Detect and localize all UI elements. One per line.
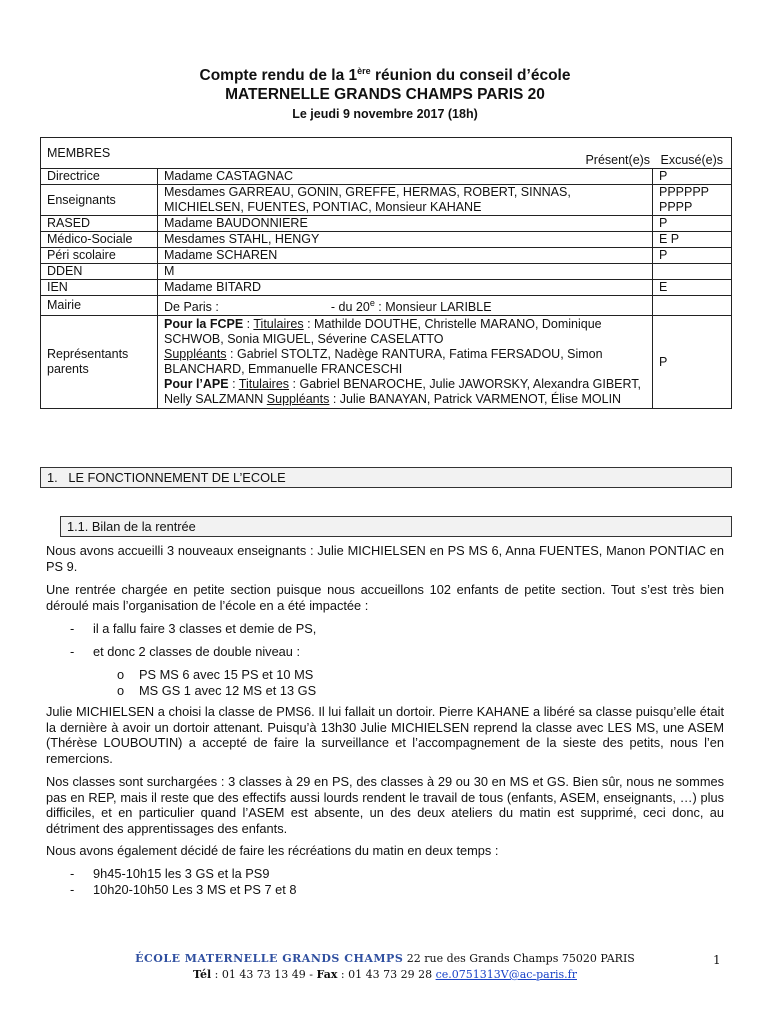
ape-suppleants: : Julie BANAYAN, Patrick VARMENOT, Élise MOLIN: [329, 392, 622, 407]
role-cell: DDEN: [41, 264, 158, 280]
paragraph-5: Nous avons également décidé de faire les récréations du matin en deux temps :: [46, 843, 499, 858]
names-cell: Madame BITARD: [158, 280, 653, 296]
members-header-row: [41, 138, 732, 169]
table-row: [41, 248, 732, 264]
footer-contact: [0, 968, 770, 981]
school-name: ÉCOLE MATERNELLE GRANDS CHAMPS: [135, 952, 404, 965]
fcpe-suppleants: : Gabriel STOLTZ, Nadège RANTURA, Fatima FERSADOU, Simon BLANCHARD, Emmanuelle FRANCESCHI: [164, 347, 603, 377]
names-cell: Madame BAUDONNIERE: [158, 216, 653, 232]
role-line: Représentants: [47, 347, 129, 362]
names-cell: Mesdames STAHL, HENGY: [158, 232, 653, 248]
mairie-representative: : Monsieur LARIBLE: [374, 300, 492, 315]
table-row: [41, 169, 732, 185]
circle-bullet: o: [117, 683, 125, 698]
names-cell: M: [158, 264, 653, 280]
status-cell: P: [653, 216, 732, 232]
section-heading-1: 1. LE FONCTIONNEMENT DE L’ECOLE: [40, 467, 732, 488]
role-line: parents: [47, 362, 89, 377]
table-row: [41, 264, 732, 280]
role-cell: Mairie: [41, 296, 158, 316]
dash-marker: -: [70, 644, 75, 659]
sub-list-item-text: PS MS 6 avec 15 PS et 10 MS: [139, 667, 314, 682]
members-header-cell: [41, 138, 732, 169]
meeting-date: Le jeudi 9 novembre 2017 (18h): [292, 107, 478, 121]
ape-titulaires: : Gabriel BENAROCHE, Julie JAWORSKY, Alexandra GIBERT, Nelly SALZMANN: [164, 377, 642, 407]
role-cell: Enseignants: [41, 185, 158, 216]
role-cell: Directrice: [41, 169, 158, 185]
status-cell: [653, 296, 732, 316]
status-cell: P: [653, 248, 732, 264]
status-cell: P: [653, 169, 732, 185]
table-row: [41, 296, 732, 316]
presence-column-headers: Présent(e)s Excusé(e)s: [585, 153, 723, 167]
suppleants-label: Suppléants: [164, 347, 227, 362]
superscript: e: [369, 298, 375, 308]
titulaires-label: Titulaires: [253, 317, 304, 332]
role-cell: [41, 316, 158, 409]
fax-number: : 01 43 73 29 28: [337, 968, 436, 981]
paragraph-3: Julie MICHIELSEN a choisi la classe de PMS6. Il lui fallait un dortoir. Pierre KAHANE a libéré sa classe puisqu’elle était la dernière à avoir un dortoir attenant. Puisqu’à 13h30 Julie MICHIELSEN reprend la classe avec LES MS, une ASEM (Thérèse LOUBOUTIN) a accepté de faire la surveillance et l’accompagnement de la sieste des petits, nous l’en remercions.: [46, 704, 724, 766]
table-row: [41, 216, 732, 232]
parents-names-cell: [158, 316, 653, 409]
title-superscript: ère: [357, 66, 371, 76]
sub-list-item-text: MS GS 1 avec 12 MS et 13 GS: [139, 683, 317, 698]
page-number: 1: [713, 953, 721, 967]
table-row-parents: [41, 316, 732, 409]
table-row: [41, 185, 732, 216]
tel-label: Tél: [193, 968, 212, 981]
section-heading-1-1: 1.1. Bilan de la rentrée: [60, 516, 732, 537]
list-item-text: 9h45-10h15 les 3 GS et la PS9: [93, 866, 270, 881]
status-line: PPPPPP: [659, 185, 710, 199]
members-heading: MEMBRES: [47, 145, 111, 160]
fax-label: Fax: [316, 968, 338, 981]
email-link[interactable]: ce.0751313V@ac-paris.fr: [435, 968, 577, 981]
tel-number: : 01 43 73 13 49 -: [211, 968, 317, 981]
names-cell: Madame CASTAGNAC: [158, 169, 653, 185]
fcpe-titulaires: : Mathilde DOUTHE, Christelle MARANO, Dominique SCHWOB, Sonia MIGUEL, Séverine CASELATTO: [164, 317, 602, 347]
dash-marker: -: [70, 882, 75, 897]
document-title: [0, 66, 770, 85]
school-address: 22 rue des Grands Champs 75020 PARIS: [403, 952, 635, 965]
role-cell: IEN: [41, 280, 158, 296]
names-cell: [158, 296, 653, 316]
status-cell: [653, 185, 732, 216]
dash-marker: -: [70, 866, 75, 881]
dash-marker: -: [70, 621, 75, 636]
role-cell: RASED: [41, 216, 158, 232]
members-table: [40, 137, 732, 409]
separator: :: [243, 317, 254, 332]
list-item-text: et donc 2 classes de double niveau :: [93, 644, 301, 659]
title-text: Compte rendu de la 1: [199, 67, 358, 85]
paragraph-4: Nos classes sont surchargées : 3 classes à 29 en PS, des classes à 29 ou 30 en MS et GS. Bien sûr, nous ne sommes pas en REP, mais il reste que des effectifs aussi lourds rendent le travail de tous (enfants, ASEM, enseignants, …) plus difficiles, et en particulier quand l’ASEM est absente, un des deux ateliers du matin est supprimé, ceci donc, au détriment des apprentissages des enfants.: [46, 774, 724, 836]
ape-label: Pour l’APE: [164, 377, 229, 392]
footer-address: [0, 952, 770, 965]
role-cell: Péri scolaire: [41, 248, 158, 264]
mairie-arrondissement: - du 20: [330, 300, 370, 315]
list-item-text: il a fallu faire 3 classes et demie de PS,: [93, 621, 317, 636]
mairie-paris: De Paris :: [164, 300, 219, 315]
names-cell: Mesdames GARREAU, GONIN, GREFFE, HERMAS, ROBERT, SINNAS, MICHIELSEN, FUENTES, PONTIAC, Monsieur KAHANE: [158, 185, 653, 216]
role-cell: Médico-Sociale: [41, 232, 158, 248]
status-cell: [653, 264, 732, 280]
names-cell: Madame SCHAREN: [158, 248, 653, 264]
title-text-end: réunion du conseil d’école: [370, 67, 571, 85]
fcpe-label: Pour la FCPE: [164, 317, 244, 332]
paragraph-1: Nous avons accueilli 3 nouveaux enseignants : Julie MICHIELSEN en PS MS 6, Anna FUENTES, Manon PONTIAC en PS 9.: [46, 543, 724, 574]
status-cell: E P: [653, 232, 732, 248]
titulaires-label: Titulaires: [238, 377, 290, 392]
paragraph-2: Une rentrée chargée en petite section puisque nous accueillons 102 enfants de petite section. Tout s’est très bien déroulé mais l’organisation de l’école en a été impactée :: [46, 582, 724, 613]
status-line: PPPP: [659, 200, 693, 214]
suppleants-label: Suppléants: [266, 392, 330, 407]
list-item-text: 10h20-10h50 Les 3 MS et PS 7 et 8: [93, 882, 297, 897]
separator: :: [228, 377, 239, 392]
status-cell: E: [653, 280, 732, 296]
document-subtitle: MATERNELLE GRANDS CHAMPS PARIS 20: [225, 86, 545, 103]
circle-bullet: o: [117, 667, 125, 682]
table-row: [41, 232, 732, 248]
status-cell: P: [653, 316, 732, 409]
table-row: [41, 280, 732, 296]
